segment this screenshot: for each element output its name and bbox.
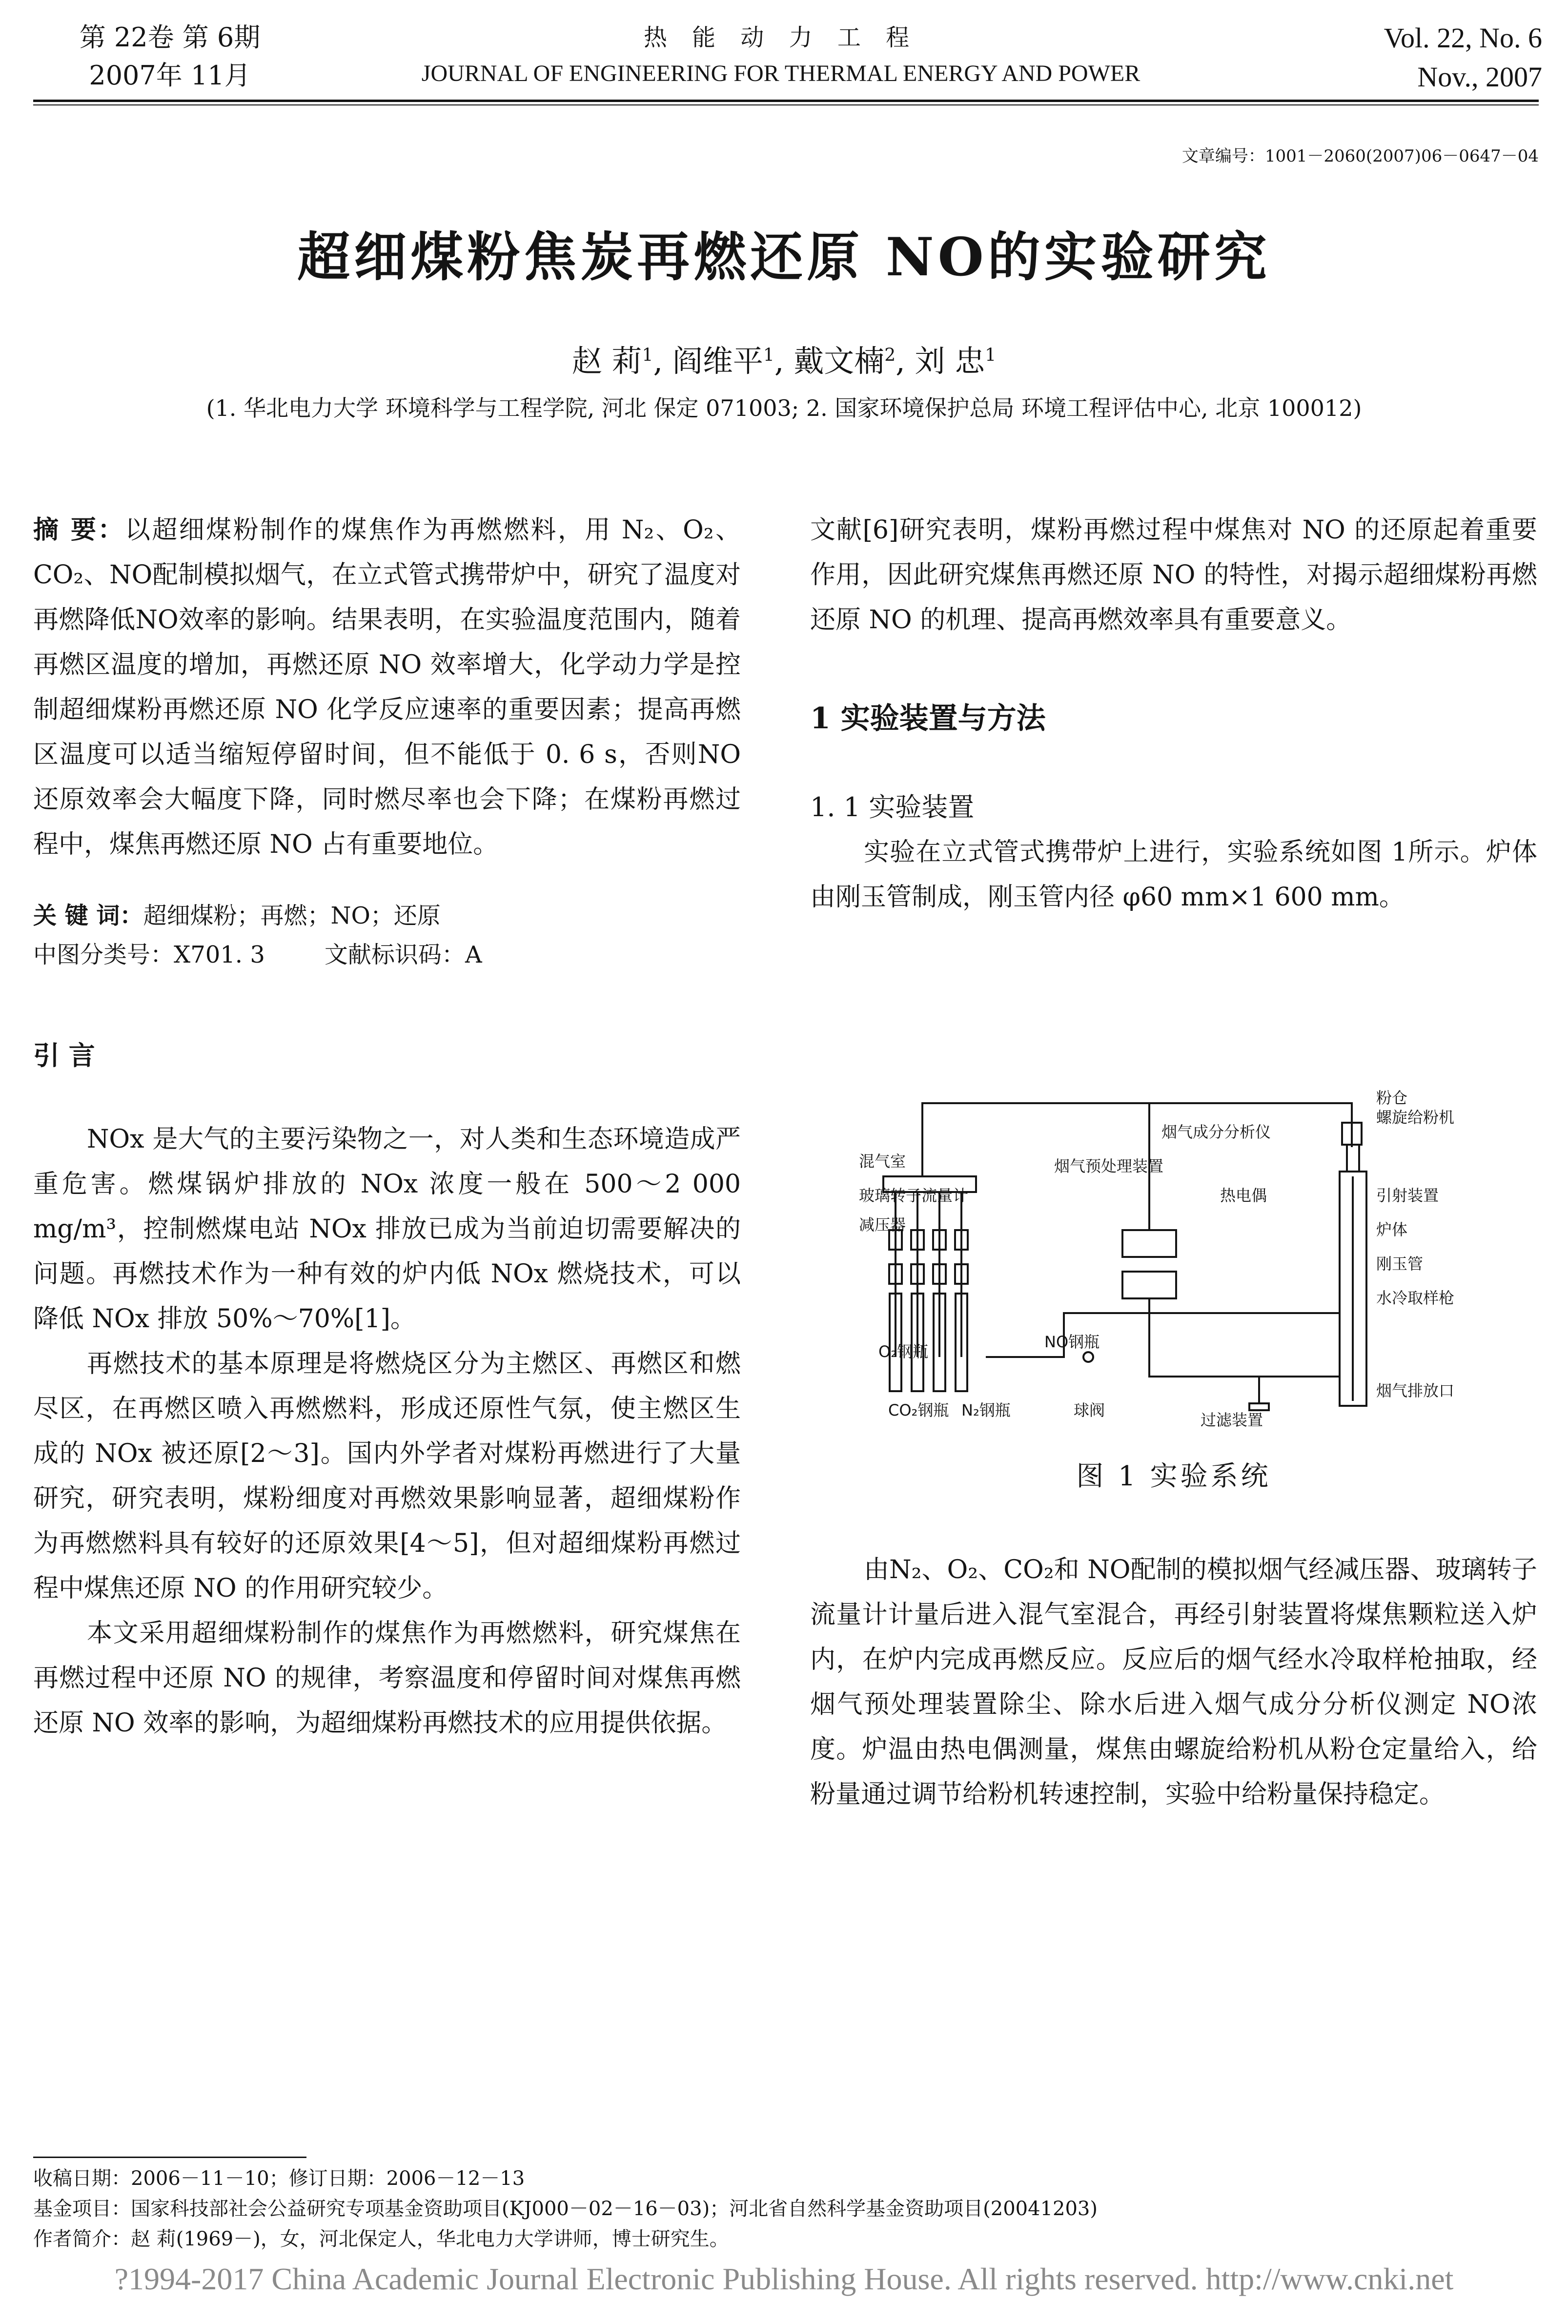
filter [1249, 1403, 1269, 1410]
footnote-rule [33, 2157, 306, 2158]
publisher-watermark: ?1994-2017 China Academic Journal Electronic Publishing House. All rights reserved. http://www.cnki.net [114, 2262, 1454, 2296]
header-rule-thick [33, 100, 1539, 102]
fig-label-mixing: 混气室 [859, 1152, 906, 1171]
fig-label-reducer: 减压器 [859, 1215, 906, 1234]
fig-label-ball-valve: 球阀 [1074, 1401, 1105, 1419]
journal-name-cn: 热 能 动 力 工 程 [643, 24, 918, 51]
fig-label-co2: CO₂钢瓶 [888, 1401, 949, 1419]
screw-feeder [1347, 1145, 1359, 1172]
volume-issue-cn [33, 19, 306, 95]
right-column-lower [810, 1547, 1537, 1817]
intro-paragraph-1: NOx 是大气的主要污染物之一，对人类和生态环境造成严重危害。燃煤锅炉排放的 NOx 浓度一般在 500～2 000 mg/m³，控制燃煤电站 NOx 排放已成为当前迫切需要解决的问题。再燃技术作为一种有效的炉内低 NOx 燃烧技术，可以降低 NOx 排放 50%～70%[1]。 [33, 1125, 741, 1334]
left-column [33, 508, 741, 1746]
ball-valve [1083, 1352, 1093, 1362]
journal-name [342, 19, 1220, 91]
right-column [810, 508, 1537, 920]
doc-code-label: 文献标识码： [324, 941, 465, 968]
section-1-1-text: 实验在立式管式携带炉上进行，实验系统如图 1所示。炉体由刚玉管制成，刚玉管内径 φ60 mm×1 600 mm。 [810, 838, 1537, 912]
section-1-heading: 1 实验装置与方法 [810, 701, 1046, 736]
fig-label-feeder: 螺旋给粉机 [1376, 1108, 1455, 1127]
fig-label-corundum: 刚玉管 [1376, 1255, 1424, 1273]
author: 刘 忠$^1$ [915, 343, 997, 379]
fig-label-filter: 过滤装置 [1201, 1411, 1263, 1429]
fig-label-n2: N₂钢瓶 [961, 1401, 1011, 1419]
volume-issue-en [1249, 19, 1542, 97]
classification [33, 935, 741, 974]
article-title: 超细煤粉焦炭再燃还原 NO的实验研究 [297, 226, 1271, 288]
pretreatment-unit [1122, 1272, 1176, 1298]
intro-paragraph-2: 再燃技术的基本原理是将燃烧区分为主燃区、再燃区和燃尽区，在再燃区喷入再燃燃料，形成还原性气氛，使主燃区生成的 NOx 被还原[2～3]。国内外学者对煤粉再燃进行了大量研究，研究表明，煤粉细度对再燃效果影响显著，超细煤粉作为再燃燃料具有较好的还原效果[4～5]，但对超细煤粉再燃过程中煤焦还原 NO 的作用研究较少。 [33, 1349, 741, 1603]
fig-label-hopper: 粉仓 [1376, 1089, 1408, 1107]
gas-analyzer [1122, 1230, 1176, 1257]
intro-paragraph-3: 本文采用超细煤粉制作的煤焦作为再燃燃料，研究煤焦在再燃过程中还原 NO 的规律，考察温度和停留时间对煤焦再燃还原 NO 效率的影响，为超细煤粉再燃技术的应用提供依据。 [33, 1619, 741, 1738]
header-rule-thin [33, 104, 1539, 105]
author-list: 赵 莉$^1$, 阎维平$^1$, 戴文楠$^2$, 刘 忠$^1$ [571, 343, 997, 379]
keywords [33, 896, 741, 935]
fig-label-exhaust: 烟气排放口 [1376, 1381, 1455, 1400]
affiliation: (1. 华北电力大学 环境科学与工程学院, 河北 保定 071003; 2. 国家环境保护总局 环境工程评估中心, 北京 100012) [206, 395, 1362, 421]
clc-label: 中图分类号： [33, 941, 174, 968]
fig-label-thermocouple: 热电偶 [1220, 1186, 1267, 1205]
fig-label-o2: O₂钢瓶 [878, 1342, 929, 1361]
experiment-description: 由N₂、O₂、CO₂和 NO配制的模拟烟气经减压器、玻璃转子流量计计量后进入混气室混合，再经引射装置将煤焦颗粒送入炉内，在炉内完成再燃反应。反应后的烟气经水冷取样枪抽取，经烟气预处理装置除尘、除水后进入烟气成分分析仪测定 NO浓度。炉温由热电偶测量，煤焦由螺旋给粉机从粉仓定量给入，给粉量通过调节给粉机转速控制，实验中给粉量保持稳定。 [810, 1555, 1537, 1809]
footnote-fund: 基金项目：国家科技部社会公益研究专项基金资助项目(KJ000－02－16－03)；河北省自然科学基金资助项目(20041203) [33, 2198, 1098, 2220]
date-line: 2007年 11月 [89, 60, 251, 91]
journal-name-en: JOURNAL OF ENGINEERING FOR THERMAL ENERGY AND POWER [421, 61, 1140, 86]
section-1-1-heading: 1. 1 实验装置 [810, 792, 975, 823]
fig-label-furnace: 炉体 [1376, 1220, 1408, 1239]
doc-code: A [465, 941, 482, 968]
footnote-received: 收稿日期：2006－11－10；修订日期：2006－12－13 [33, 2167, 525, 2190]
fig-label-injector: 引射装置 [1376, 1186, 1439, 1205]
fig-label-analyzer: 烟气成分分析仪 [1161, 1123, 1271, 1141]
fig-label-pretreat: 烟气预处理装置 [1054, 1157, 1164, 1175]
abstract-label: 摘 要： [33, 515, 125, 545]
volume-line: 第 22卷 第 6期 [79, 22, 261, 53]
abstract [33, 508, 741, 867]
volume-line-en: Vol. 22, No. 6 [1384, 22, 1542, 54]
fig-label-sampler: 水冷取样枪 [1376, 1289, 1455, 1307]
fig-label-flowmeter: 玻璃转子流量计 [859, 1186, 969, 1205]
fig-label-no: NO钢瓶 [1044, 1333, 1100, 1351]
date-line-en: Nov., 2007 [1417, 61, 1542, 93]
experimental-system-diagram [859, 1084, 1459, 1435]
figure-caption: 图 1 实验系统 [1076, 1460, 1271, 1492]
author: 赵 莉$^1$ [571, 343, 653, 379]
footnote-bio: 作者简介：赵 莉(1969－)，女，河北保定人，华北电力大学讲师，博士研究生。 [33, 2228, 729, 2250]
intro-continued: 文献[6]研究表明，煤粉再燃过程中煤焦对 NO 的还原起着重要作用，因此研究煤焦再燃还原 NO 的特性，对揭示超细煤粉再燃还原 NO 的机理、提高再燃效率具有重要意义。 [810, 515, 1537, 635]
clc-code: X701. 3 [174, 941, 265, 968]
article-number: 文章编号：1001－2060(2007)06－0647－04 [1181, 146, 1539, 166]
intro-heading: 引 言 [33, 1040, 95, 1071]
author: 阎维平$^1$ [672, 343, 774, 379]
keywords-label: 关 键 词： [33, 902, 143, 929]
keywords-text: 超细煤粉；再燃；NO；还原 [143, 902, 441, 929]
author: 戴文楠$^2$ [794, 343, 896, 379]
abstract-text: 以超细煤粉制作的煤焦作为再燃燃料，用 N₂、O₂、CO₂、NO配制模拟烟气，在立式管式携带炉中，研究了温度对再燃降低NO效率的影响。结果表明，在实验温度范围内，随着再燃区温度的增加，再燃还原 NO 效率增大，化学动力学是控制超细煤粉再燃还原 NO 化学反应速率的重要因素；提高再燃区温度可以适当缩短停留时间，但不能低于 0. 6 s，否则NO 还原效率会大幅度下降，同时燃尽率也会下降；在煤粉再燃过程中，煤焦再燃还原 NO 占有重要地位。 [33, 515, 741, 859]
